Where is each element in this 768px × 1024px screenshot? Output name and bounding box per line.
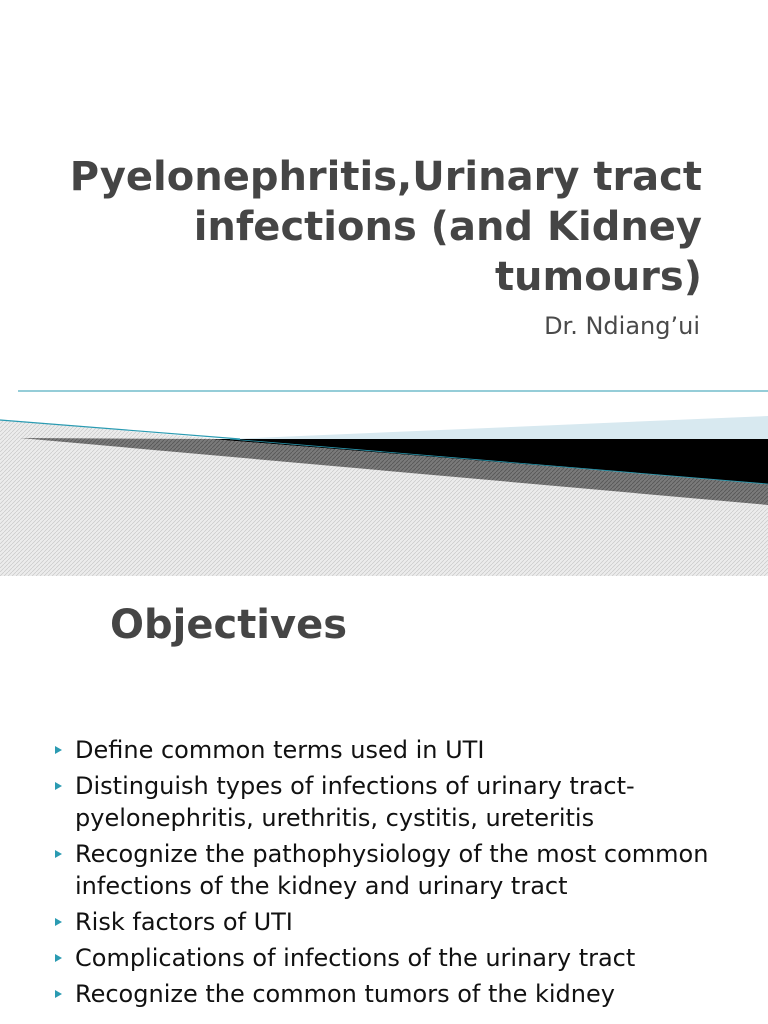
list-item xyxy=(52,770,742,834)
list-item-text: Recognize the common tumors of the kidney xyxy=(75,980,615,1008)
bullet-arrow-icon xyxy=(55,918,62,926)
bullet-arrow-icon xyxy=(55,954,62,962)
bullet-arrow-icon xyxy=(55,850,62,858)
slide-subtitle: Dr. Ndiang’ui xyxy=(544,312,700,340)
objectives-title: Objectives xyxy=(110,602,348,648)
list-item xyxy=(52,906,742,938)
list-item xyxy=(52,978,742,1010)
list-item xyxy=(52,734,742,766)
list-item xyxy=(52,838,742,902)
objectives-list xyxy=(52,734,742,1014)
slide-title: Pyelonephritis,Urinary tract infections (and Kidney tumours) xyxy=(69,154,702,300)
list-item-text: Distinguish types of infections of urinary tract- pyelonephritis, urethritis, cystitis, ureteritis xyxy=(75,772,635,832)
list-item-text: Complications of infections of the urinary tract xyxy=(75,944,636,972)
list-item-text: Risk factors of UTI xyxy=(75,908,293,936)
list-item-text: Define common terms used in UTI xyxy=(75,736,485,764)
objectives-slide xyxy=(0,576,768,1024)
light-blue-band xyxy=(230,416,768,439)
bullet-arrow-icon xyxy=(55,782,62,790)
list-item xyxy=(52,942,742,974)
bullet-arrow-icon xyxy=(55,746,62,754)
decorative-banner xyxy=(0,380,768,576)
list-item-text: Recognize the pathophysiology of the most common infections of the kidney and urinary tract xyxy=(75,840,709,900)
bullet-arrow-icon xyxy=(55,990,62,998)
